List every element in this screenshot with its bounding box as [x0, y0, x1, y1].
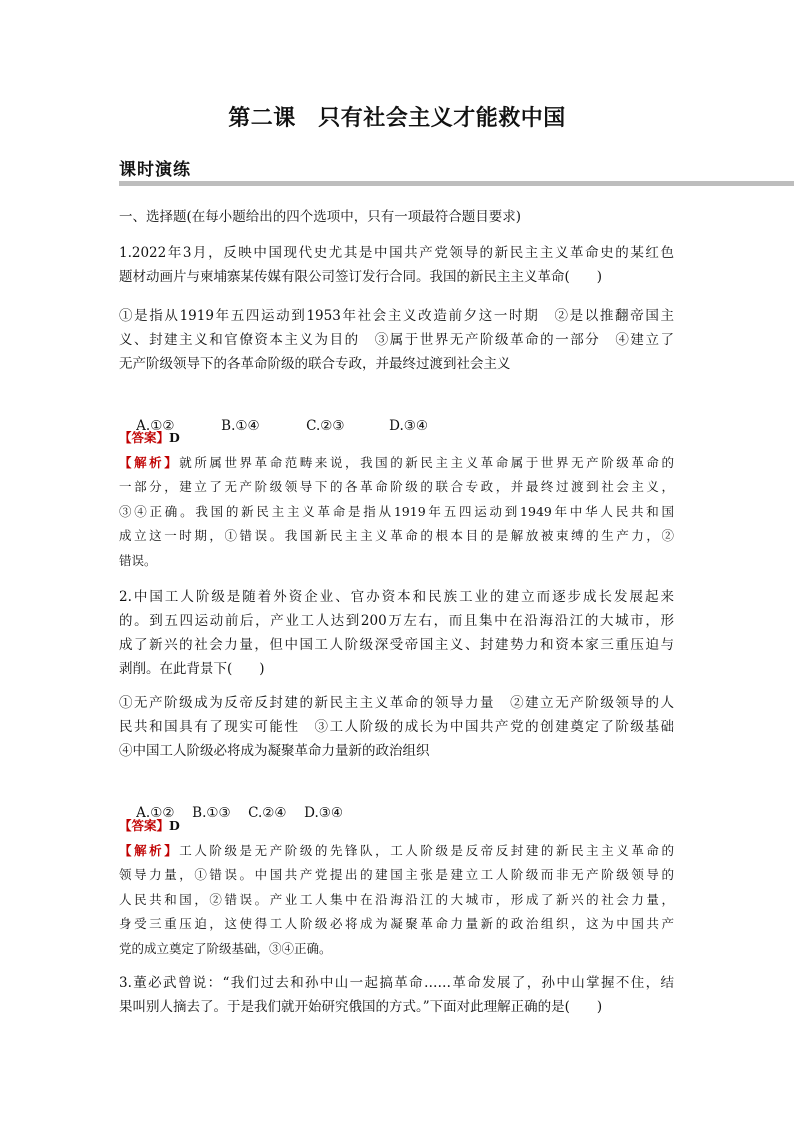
q1-analysis-line: 就所属世界革命范畴来说，我国的新民主主义革命属于世界无产阶级革命的: [179, 454, 674, 470]
section1-heading: 一、选择题(在每小题给出的四个选项中，只有一项最符合题目要求): [119, 209, 522, 225]
question-1-options: [119, 390, 674, 434]
q1-statement-line: 义、封建主义和官僚资本主义为目的 ③属于世界无产阶级革命的一部分 ④建立了: [119, 332, 674, 348]
q2-option-d: D.③④: [304, 805, 344, 821]
q3-stem-line: 果叫别人摘去了。于是我们就开始研究俄国的方式。”下面对此理解正确的是( ): [119, 999, 603, 1015]
q1-answer: D: [169, 430, 180, 445]
q2-option-a: A.①②: [136, 805, 175, 821]
section-title: 课时演练: [119, 160, 191, 180]
q1-statement-line: 无产阶级领导下的各革命阶级的联合专政，并最终过渡到社会主义: [119, 356, 511, 372]
q2-stem-line: 剥削。在此背景下( ): [119, 661, 265, 677]
q2-statement-line: ①无产阶级成为反帝反封建的新民主主义革命的领导力量 ②建立无产阶级领导的人: [119, 695, 674, 711]
q1-stem-line: 题材动画片与柬埔寨某传媒有限公司签订发行合同。我国的新民主主义革命( ): [119, 269, 603, 285]
question-2-statements: [119, 691, 674, 763]
q1-statement-line: ①是指从1919年五四运动到1953年社会主义改造前夕这一时期 ②是以推翻帝国主: [119, 308, 674, 324]
question-1-statements: [119, 304, 674, 376]
answer-label: 【答案】: [119, 818, 170, 833]
q2-stem-line: 2.中国工人阶级是随着外资企业、官办资本和民族工业的建立而逐步成长发展起来: [119, 589, 674, 605]
q2-stem-line: 的。到五四运动前后，产业工人达到200万左右，而且集中在沿海沿江的大城市，形: [119, 613, 674, 629]
q2-statement-line: ④中国工人阶级必将成为凝聚革命力量新的政治组织: [119, 743, 430, 759]
analysis-label: 【解析】: [119, 842, 180, 858]
question-3-stem: [119, 971, 674, 1019]
section-divider: [119, 181, 794, 186]
analysis-label: 【解析】: [119, 454, 180, 470]
answer-label: 【答案】: [119, 430, 170, 445]
q2-analysis-line: 人民共和国，②错误。产业工人集中在沿海沿江的大城市，形成了新兴的社会力量，: [119, 891, 674, 907]
q2-option-b: B.①③: [192, 805, 231, 821]
q3-stem-line: 3.董必武曾说：“我们过去和孙中山一起搞革命……革命发展了，孙中山掌握不住，结: [119, 975, 674, 991]
q1-analysis-line: 错误。: [119, 552, 157, 568]
q1-option-a: A.①②: [136, 418, 175, 434]
q2-analysis-line: 党的成立奠定了阶级基础，③④正确。: [119, 940, 332, 956]
question-2-options: [119, 777, 674, 821]
section1-heading-block: [119, 205, 674, 229]
q1-option-d: D.③④: [389, 418, 429, 434]
q1-option-c: C.②③: [306, 418, 345, 434]
q2-answer: D: [169, 818, 180, 833]
q1-stem-line: 1.2022年3月，反映中国现代史尤其是中国共产党领导的新民主主义革命史的某红色: [119, 245, 674, 261]
q2-option-c: C.②④: [248, 805, 287, 821]
lesson-title: 第二课 只有社会主义才能救中国: [228, 106, 566, 131]
q2-analysis-line: 身受三重压迫，这使得工人阶级必将成为凝聚革命力量新的政治组织，这为中国共产: [119, 916, 674, 931]
q1-option-b: B.①④: [221, 418, 260, 434]
question-1-stem: [119, 241, 674, 289]
q2-analysis-line: 工人阶级是无产阶级的先锋队，工人阶级是反帝反封建的新民主主义革命的: [179, 842, 674, 858]
question-2-stem: [119, 585, 674, 681]
q2-analysis-line: 领导力量，①错误。中国共产党提出的建国主张是建立工人阶级而非无产阶级领导的: [119, 867, 674, 882]
question-1-answer-analysis: [119, 426, 674, 573]
q1-analysis-line: 一部分，建立了无产阶级领导下的各革命阶级的联合专政，并最终过渡到社会主义，: [119, 479, 674, 494]
q2-statement-line: 民共和国具有了现实可能性 ③工人阶级的成长为中国共产党的创建奠定了阶级基础: [119, 719, 674, 735]
question-2-answer-analysis: [119, 814, 674, 961]
q1-analysis-line: 成立这一时期，①错误。我国新民主主义革命的根本目的是解放被束缚的生产力，②: [119, 528, 674, 543]
q1-analysis-line: ③④正确。我国的新民主主义革命是指从1919年五四运动到1949年中华人民共和国: [119, 503, 674, 519]
q2-stem-line: 成了新兴的社会力量，但中国工人阶级深受帝国主义、封建势力和资本家三重压迫与: [119, 637, 674, 653]
